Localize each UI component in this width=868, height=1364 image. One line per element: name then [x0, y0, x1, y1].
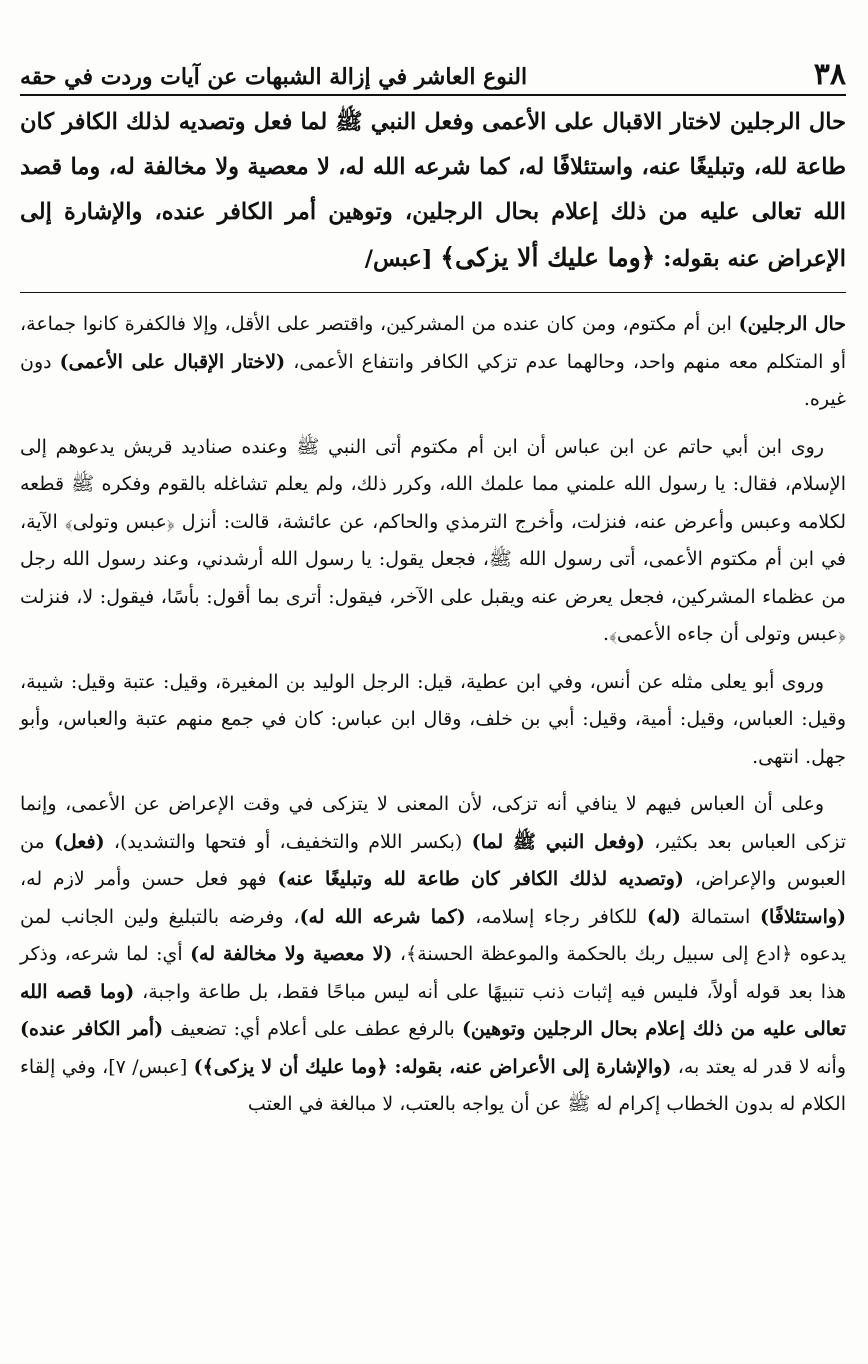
page-number: ٣٨ [813, 57, 846, 92]
text-run: أي: لما شرعه، وذكر هذا بعد قوله أولاً، فليس فيه إثبات ذنب تنبيهًا على أنه ليس مباحًا فقط، بل طاعة واجبة، [20, 943, 847, 1003]
bold-run: (وتصديه لذلك الكافر كان طاعة لله وتبليغًا عنه) [277, 868, 684, 890]
main-text [20, 100, 846, 282]
quran-verse: ﴿وما عليك ألا يزكى﴾ [440, 243, 656, 272]
separator-line [20, 292, 846, 293]
text-run: من العبوس والإعراض، [20, 830, 846, 890]
commentary-paragraph-1 [20, 306, 846, 419]
text-run: (بكسر اللام والتخفيف، أو فتحها والتشديد)، [104, 830, 472, 853]
main-text-body: حال الرجلين لاختار الاقبال على الأعمى وفعل النبي ﷺ لما فعل وتصديه لذلك الكافر كان طاعة لله، وتبليغًا عنه، واستئلافًا له، كما شرعه الله له، لا معصية ولا مخالفة له، وما قصد الله تعالى عليه من ذلك إعلام بحال الرجلين، وتوهين أمر الكافر عنده، والإشارة إلى الإعراض عنه بقوله: [20, 109, 846, 272]
bold-run: (وما قصه الله تعالى عليه من ذلك إعلام بحال الرجلين وتوهين) [20, 980, 846, 1040]
bold-run: (له) [646, 905, 681, 928]
page-header [20, 50, 846, 96]
running-title: النوع العاشر في إزالة الشبهات عن آيات وردت في حقه [20, 63, 528, 90]
bold-run: (وفعل النبي ﷺ لما) [471, 830, 645, 853]
bold-run: (لاختار الإقبال على الأعمى) [59, 350, 286, 373]
verse-reference: [عبس/ [364, 246, 441, 272]
bold-run: (والإشارة إلى الأعراض عنه، بقوله: ﴿وما عليك أن لا يزكى﴾) [193, 1055, 672, 1078]
text-run: [عبس/ ٧]، وفي إلقاء الكلام له بدون الخطاب إكرام له ﷺ عن أن يواجه بالعتب، لا مبالغة في العتب [20, 1055, 846, 1115]
text-run: للكافر رجاء إسلامه، [465, 905, 647, 928]
text-run: دون غيره. [20, 350, 846, 410]
text-run: فهو فعل حسن وأمر لازم له، [20, 868, 278, 890]
commentary-paragraph-4 [20, 786, 846, 1124]
text-run: وعلى أن العباس فيهم لا ينافي أنه تزكى، لأن المعنى لا يتزكى في وقت الإعراض عن الأعمى، وإنما تزكى العباس بعد بكثير، [20, 793, 846, 853]
bold-run: (كما شرعه الله له) [299, 905, 466, 928]
commentary-paragraph-3: وروى أبو يعلى مثله عن أنس، وفي ابن عطية، قيل: الرجل الوليد بن المغيرة، وقيل: عتبة وقيل: شيبة، وقيل: العباس، وقيل: أمية، وقيل: أبي بن خلف، وقال ابن عباس: كان في جمع منهم عتبة والعباس، وأبو جهل. انتهى. [20, 670, 846, 768]
text-run: ، وفرضه بالتبليغ ولين الجانب لمن يدعوه ﴿ادع إلى سبيل ربك بالحكمة والموعظة الحسنة﴾، [20, 905, 847, 965]
text-run: وأنه لا قدر له يعتد به، [671, 1055, 847, 1078]
bold-run: (فعل) [53, 830, 105, 853]
text-run: ابن أم مكتوم، ومن كان عنده من المشركين، واقتصر على الأقل، وإلا فالكفرة كانوا جماعة، أو المتكلم معه منهم واحد، وحالهما عدم تزكي الكافر وانتفاع الأعمى، [20, 313, 846, 373]
commentary [20, 306, 846, 1124]
bold-run: (أمر الكافر عنده) [20, 1018, 164, 1040]
bold-run: (واستئلافًا) [759, 905, 847, 928]
commentary-paragraph-2: روى ابن أبي حاتم عن ابن عباس أن ابن أم مكتوم أتى النبي ﷺ وعنده صناديد قريش يدعوهم إلى الإسلام، فقال: يا رسول الله علمني مما علمك الله، وكرر ذلك، ولم يعلم تشاغله بالقوم وفكره ﷺ قطعه لكلامه وعبس وأعرض عنه، فنزلت، وأخرج الترمذي والحاكم، عن عائشة، قالت: أنزل ﴿عبس وتولى﴾ الآية، في ابن أم مكتوم الأعمى، أتى رسول الله ﷺ، فجعل يقول: يا رسول الله أرشدني، وعند رسول الله رجل من عظماء المشركين، فجعل يعرض عنه ويقبل على الآخر، فيقول: أترى بما أقول: بأسًا، فيقول: لا، فنزلت ﴿عبس وتولى أن جاءه الأعمى﴾. [20, 435, 846, 645]
bold-run: حال الرجلين) [738, 313, 846, 335]
text-run: استمالة [680, 905, 760, 928]
text-run: بالرفع عطف على أعلام أي: تضعيف [163, 1018, 462, 1040]
bold-run: (لا معصية ولا مخالفة له) [190, 943, 393, 965]
